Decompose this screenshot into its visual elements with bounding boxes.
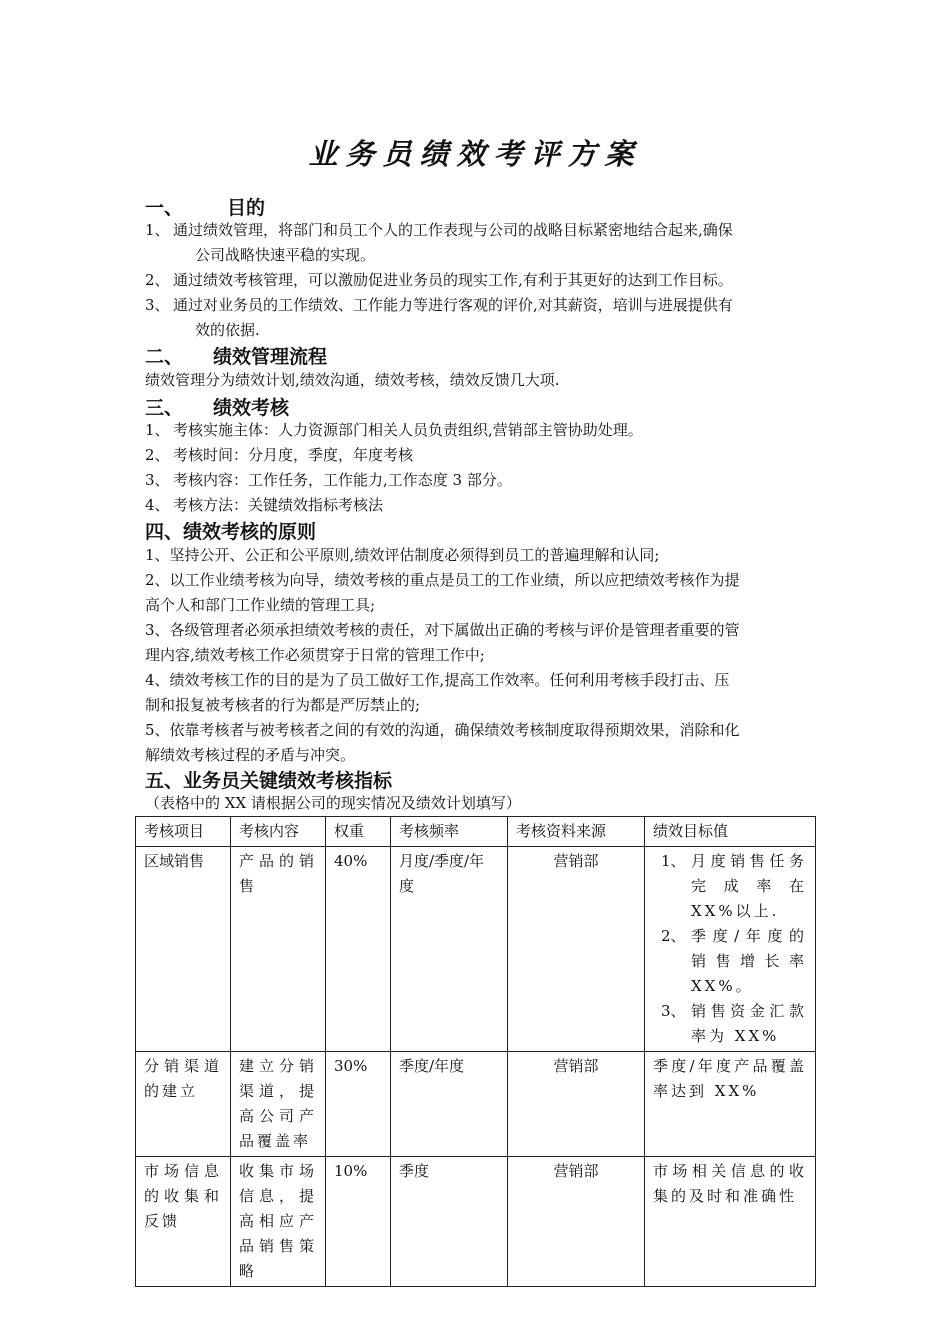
table-cell-item: 分销渠道的建立: [136, 1052, 231, 1157]
target-item-number: 3、: [661, 1002, 686, 1020]
s2-text: 绩效管理分为绩效计划,绩效沟通，绩效考核，绩效反馈几大项.: [145, 371, 560, 389]
s3-item-4-text: 考核方法：关键绩效指标考核法: [173, 496, 384, 514]
s1-item-1-line-1: 通过绩效管理，将部门和员工个人的工作表现与公司的战略目标紧密地结合起来,确保: [173, 221, 733, 239]
target-item-text: 月度销售任务完成率在 XX%以上.: [691, 852, 807, 920]
s1-item-1-line-2: 公司战略快速平稳的实现。: [195, 246, 376, 264]
table-header-cell: 考核项目: [136, 817, 231, 847]
target-item-text: 季度/年度的销售增长率 XX%。: [691, 927, 807, 995]
section-5-heading: 五、业务员关键绩效考核指标: [145, 770, 393, 792]
table-header-cell: 权重: [326, 817, 391, 847]
table-cell-source: 营销部: [508, 1052, 645, 1157]
target-item: [653, 999, 807, 1049]
section-1-number: 一、: [145, 197, 184, 219]
target-item-text: 销售资金汇款率为 XX%: [691, 1002, 807, 1045]
section-1-heading: [145, 193, 265, 220]
target-item-number: 2、: [661, 927, 686, 945]
s4-line-3: 高个人和部门工作业绩的管理工具;: [145, 596, 376, 614]
table-cell-item: 市场信息的收集和反馈: [136, 1157, 231, 1287]
s3-item-3-number: 3、: [145, 471, 170, 489]
s3-item-2-text: 考核时间：分月度，季度，年度考核: [173, 446, 414, 464]
table-cell-content: 收集市场信息，提高相应产品销售策略: [231, 1157, 326, 1287]
target-item: [653, 849, 807, 924]
s1-item-3-line-2: 效的依据.: [195, 321, 260, 339]
table-header-row: [136, 817, 816, 847]
s3-item-1-number: 1、: [145, 421, 170, 439]
target-item: [653, 924, 807, 999]
s4-line-7: 制和报复被考核者的行为都是严厉禁止的;: [145, 696, 421, 714]
s1-item-1-number: 1、: [145, 221, 170, 239]
section-2-heading: [145, 342, 327, 369]
s4-line-1: 1、坚持公开、公正和公平原则,绩效评估制度必须得到员工的普遍理解和认同;: [145, 546, 660, 564]
table-cell-target: 季度/年度产品覆盖率达到 XX%: [645, 1052, 816, 1157]
table-header-cell: 考核内容: [231, 817, 326, 847]
document-title: 业务员绩效考评方案: [308, 137, 642, 171]
table-cell-source: 营销部: [508, 847, 645, 1052]
table-cell-targets: [645, 847, 816, 1052]
s4-line-2: 2、以工作业绩考核为向导，绩效考核的重点是员工的工作业绩，所以应把绩效考核作为提: [145, 571, 740, 589]
s1-item-2-line-1: 通过绩效考核管理，可以激励促进业务员的现实工作,有利于其更好的达到工作目标。: [173, 271, 733, 289]
s4-line-5: 理内容,绩效考核工作必须贯穿于日常的管理工作中;: [145, 646, 485, 664]
section-2-title: 绩效管理流程: [213, 346, 328, 368]
s4-line-4: 3、各级管理者必须承担绩效考核的责任，对下属做出正确的考核与评价是管理者重要的管: [145, 621, 740, 639]
s4-line-6: 4、绩效考核工作的目的是为了员工做好工作,提高工作效率。任何利用考核手段打击、压: [145, 671, 730, 689]
table-header-cell: 绩效目标值: [645, 817, 816, 847]
section-3-number: 三、: [145, 397, 184, 419]
s4-line-9: 解绩效考核过程的矛盾与冲突。: [145, 746, 356, 764]
s3-item-1-text: 考核实施主体：人力资源部门相关人员负责组织,营销部主管协助处理。: [173, 421, 643, 439]
s5-note: （表格中的 XX 请根据公司的现实情况及绩效计划填写）: [145, 794, 521, 812]
table-cell-frequency: 季度: [391, 1157, 508, 1287]
table-row: [136, 1052, 816, 1157]
table-cell-weight: 40%: [326, 847, 391, 1052]
table-cell-weight: 10%: [326, 1157, 391, 1287]
s1-item-2-number: 2、: [145, 271, 170, 289]
section-3-title: 绩效考核: [213, 397, 290, 419]
table-header-cell: 考核资料来源: [508, 817, 645, 847]
table-cell-content: 产品的销售: [231, 847, 326, 1052]
section-3-heading: [145, 393, 289, 420]
kpi-table: [135, 816, 816, 1287]
table-cell-content: 建立分销渠道，提高公司产品覆盖率: [231, 1052, 326, 1157]
s3-item-4-number: 4、: [145, 496, 170, 514]
target-item-number: 1、: [661, 852, 686, 870]
table-cell-item: 区域销售: [136, 847, 231, 1052]
table-cell-frequency: 季度/年度: [391, 1052, 508, 1157]
table-row: [136, 1157, 816, 1287]
table-cell-target: 市场相关信息的收集的及时和准确性: [645, 1157, 816, 1287]
section-4-heading: 四、绩效考核的原则: [145, 521, 317, 543]
section-1-title: 目的: [227, 197, 266, 219]
s1-item-3-number: 3、: [145, 296, 170, 314]
table-row: [136, 847, 816, 1052]
s3-item-3-text: 考核内容：工作任务，工作能力,工作态度 3 部分。: [173, 471, 512, 489]
section-2-number: 二、: [145, 346, 184, 368]
table-header-cell: 考核频率: [391, 817, 508, 847]
table-cell-frequency: 月度/季度/年度: [391, 847, 508, 1052]
s1-item-3-line-1: 通过对业务员的工作绩效、工作能力等进行客观的评价,对其薪资，培训与进展提供有: [173, 296, 733, 314]
s3-item-2-number: 2、: [145, 446, 170, 464]
s4-line-8: 5、依靠考核者与被考核者之间的有效的沟通，确保绩效考核制度取得预期效果，消除和化: [145, 721, 740, 739]
table-cell-source: 营销部: [508, 1157, 645, 1287]
table-cell-weight: 30%: [326, 1052, 391, 1157]
